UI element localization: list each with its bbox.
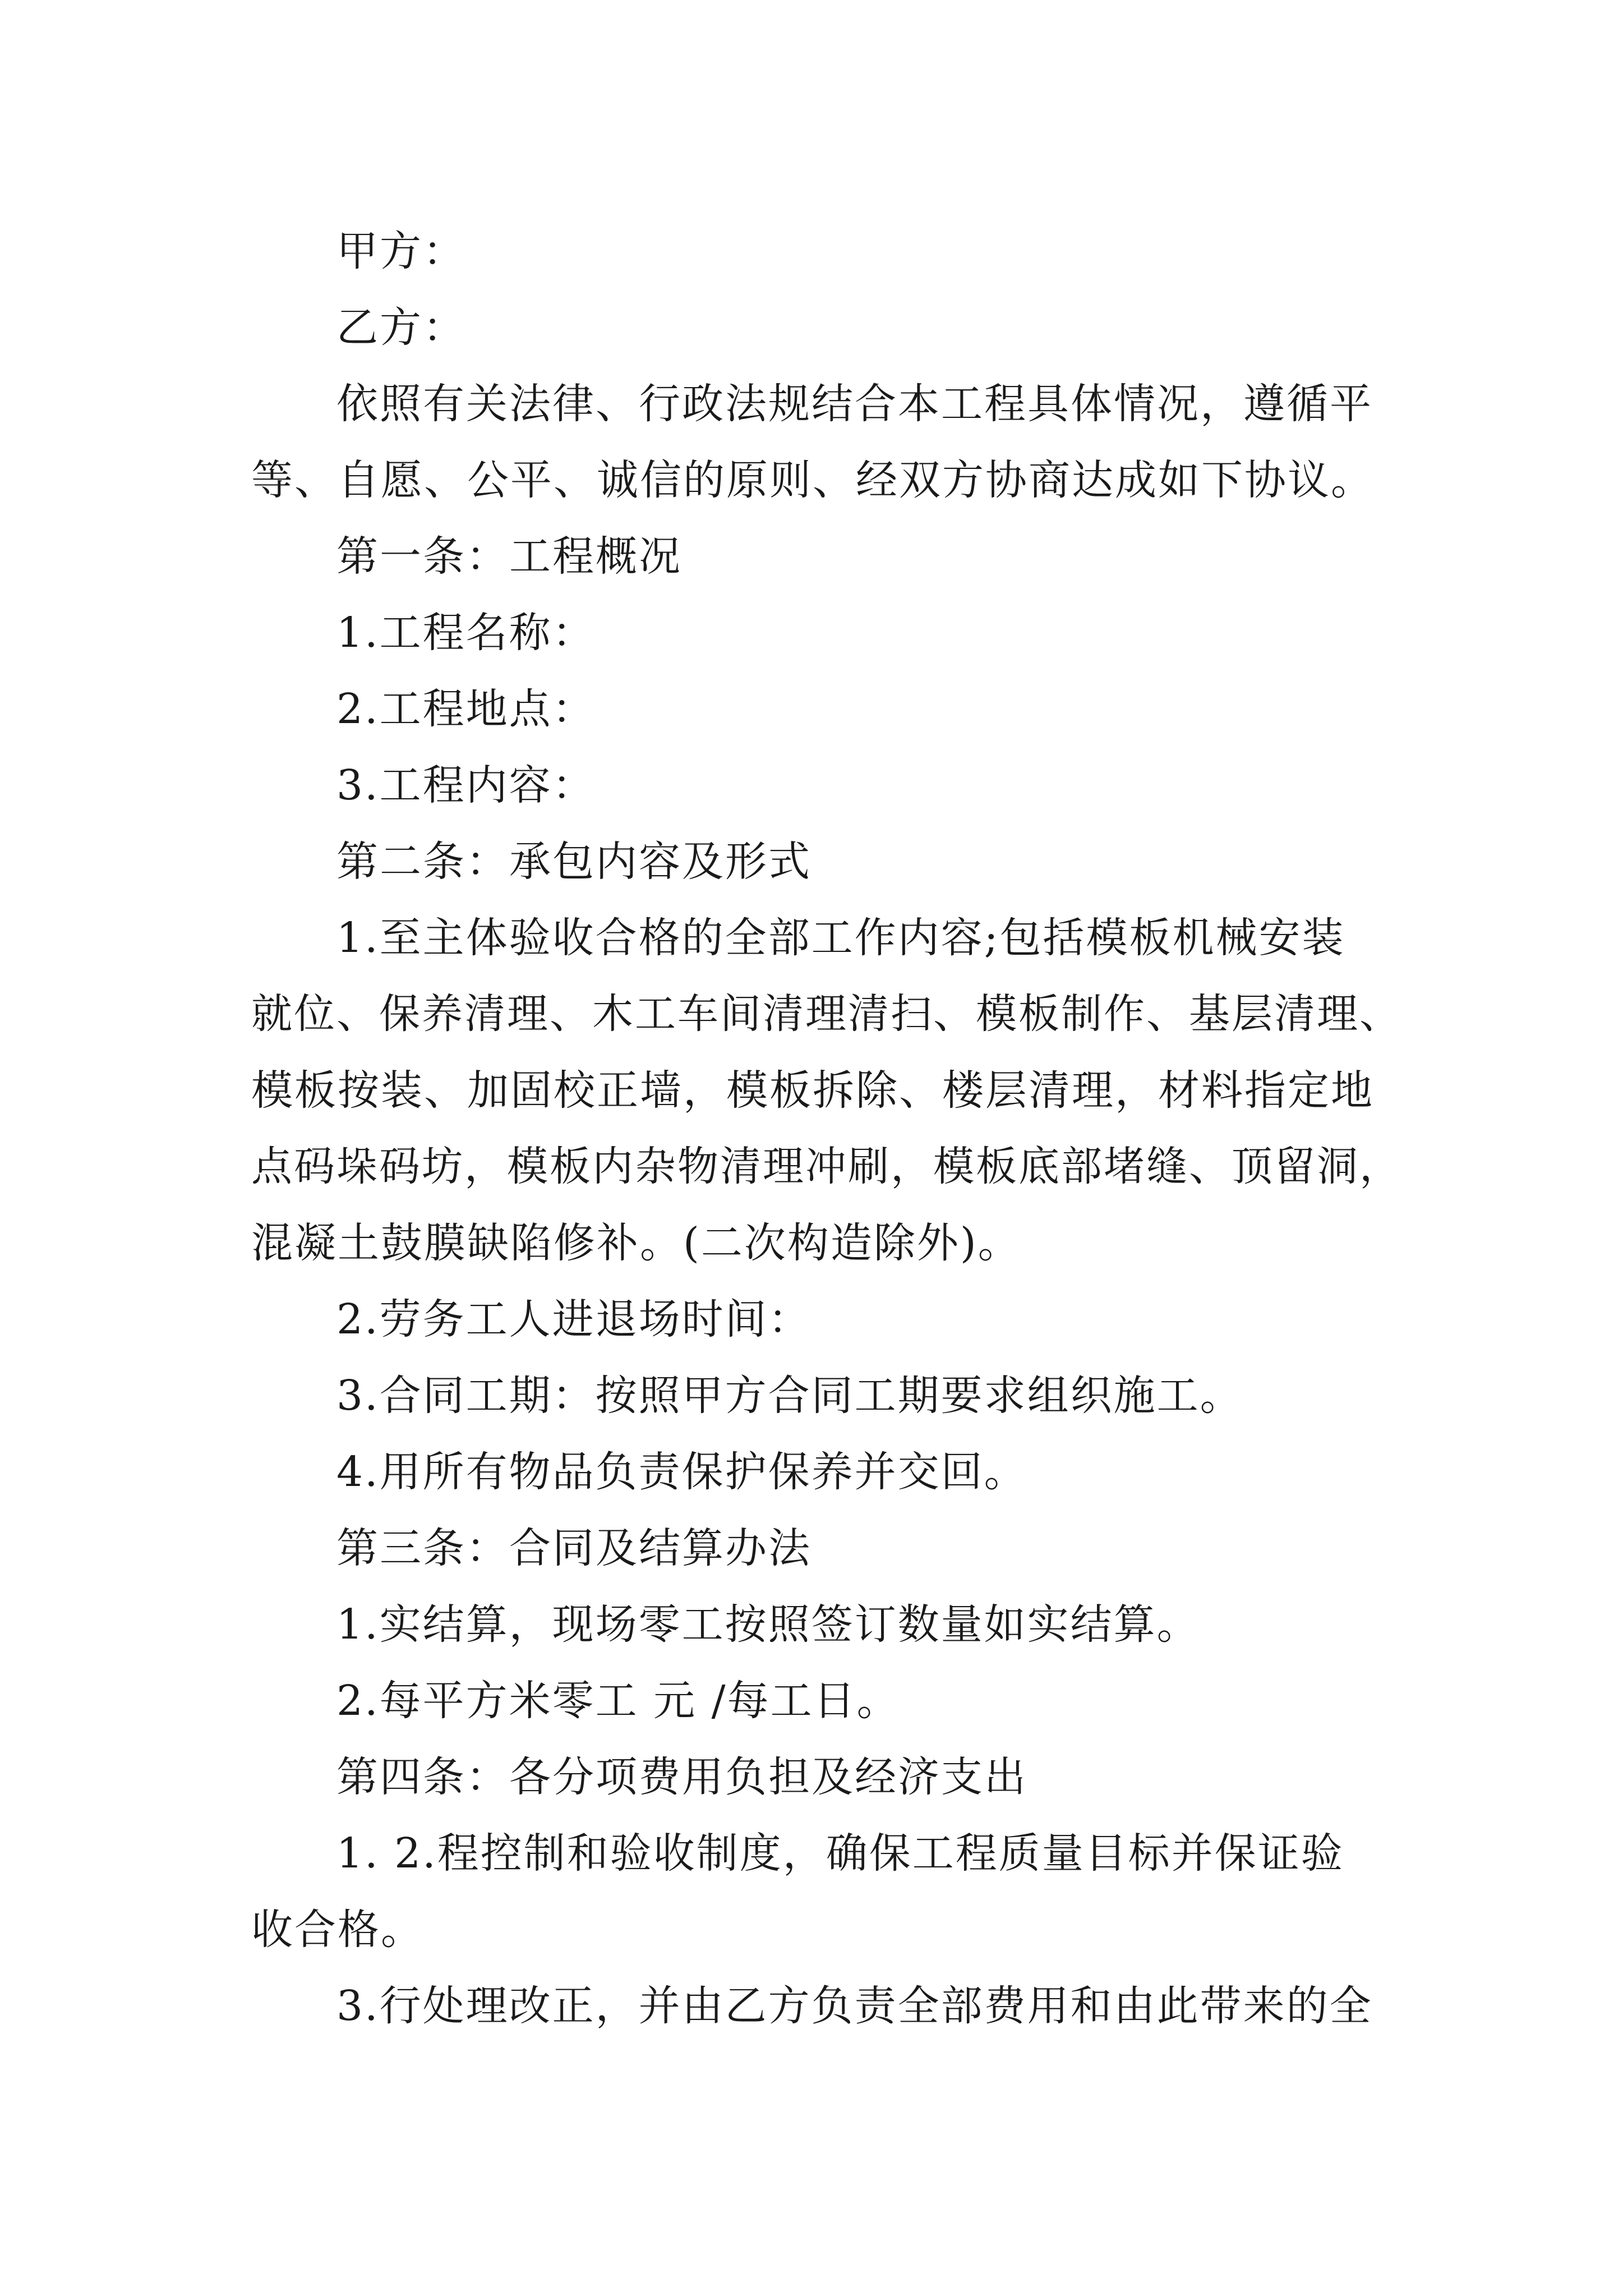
scope-line-1: 1.至主体验收合格的全部工作内容;包括模板机械安装 [336, 914, 1345, 962]
contract-period-line: 3.合同工期：按照甲方合同工期要求组织施工。 [336, 1372, 1243, 1420]
quality-line-1: 1. 2.程控制和验收制度，确保工程质量目标并保证验 [336, 1829, 1344, 1878]
quality-line-2: 收合格。 [251, 1906, 424, 1954]
rectification-line: 3.行处理改正，并由乙方负责全部费用和由此带来的全 [336, 1982, 1373, 2030]
scope-line-3: 模板按装、加固校正墙，模板拆除、楼层清理，材料指定地 [251, 1066, 1374, 1115]
property-care-line: 4.用所有物品负责保护保养并交回。 [336, 1448, 1027, 1496]
settlement-line-1: 1.实结算，现场零工按照签订数量如实结算。 [336, 1600, 1200, 1649]
article-1-heading: 第一条：工程概况 [336, 532, 682, 581]
scope-line-4: 点码垛码坊，模板内杂物清理冲刷，模板底部堵缝、顶留洞， [251, 1143, 1402, 1190]
article-4-heading: 第四条：各分项费用负担及经济支出 [336, 1753, 1027, 1801]
scope-line-2: 就位、保养清理、木工车间清理清扫、模板制作、基层清理、 [251, 990, 1402, 1038]
party-b-line: 乙方： [336, 303, 466, 352]
worker-schedule-line: 2.劳务工人进退场时间： [336, 1295, 811, 1343]
scope-line-5: 混凝土鼓膜缺陷修补。(二次构造除外)。 [251, 1219, 1021, 1267]
document-body [251, 213, 1412, 2044]
project-name-line: 1.工程名称： [336, 609, 596, 657]
project-location-line: 2.工程地点： [336, 685, 596, 733]
party-a-line: 甲方： [336, 227, 466, 275]
article-2-heading: 第二条：承包内容及形式 [336, 838, 811, 886]
intro-line-1: 依照有关法律、行政法规结合本工程具体情况，遵循平 [336, 380, 1373, 428]
article-3-heading: 第三条：合同及结算办法 [336, 1524, 811, 1572]
intro-line-2: 等、自愿、公平、诚信的原则、经双方协商达成如下协议。 [251, 456, 1374, 504]
project-content-line: 3.工程内容： [336, 761, 596, 809]
settlement-line-2: 2.每平方米零工 元 /每工日。 [336, 1677, 900, 1725]
